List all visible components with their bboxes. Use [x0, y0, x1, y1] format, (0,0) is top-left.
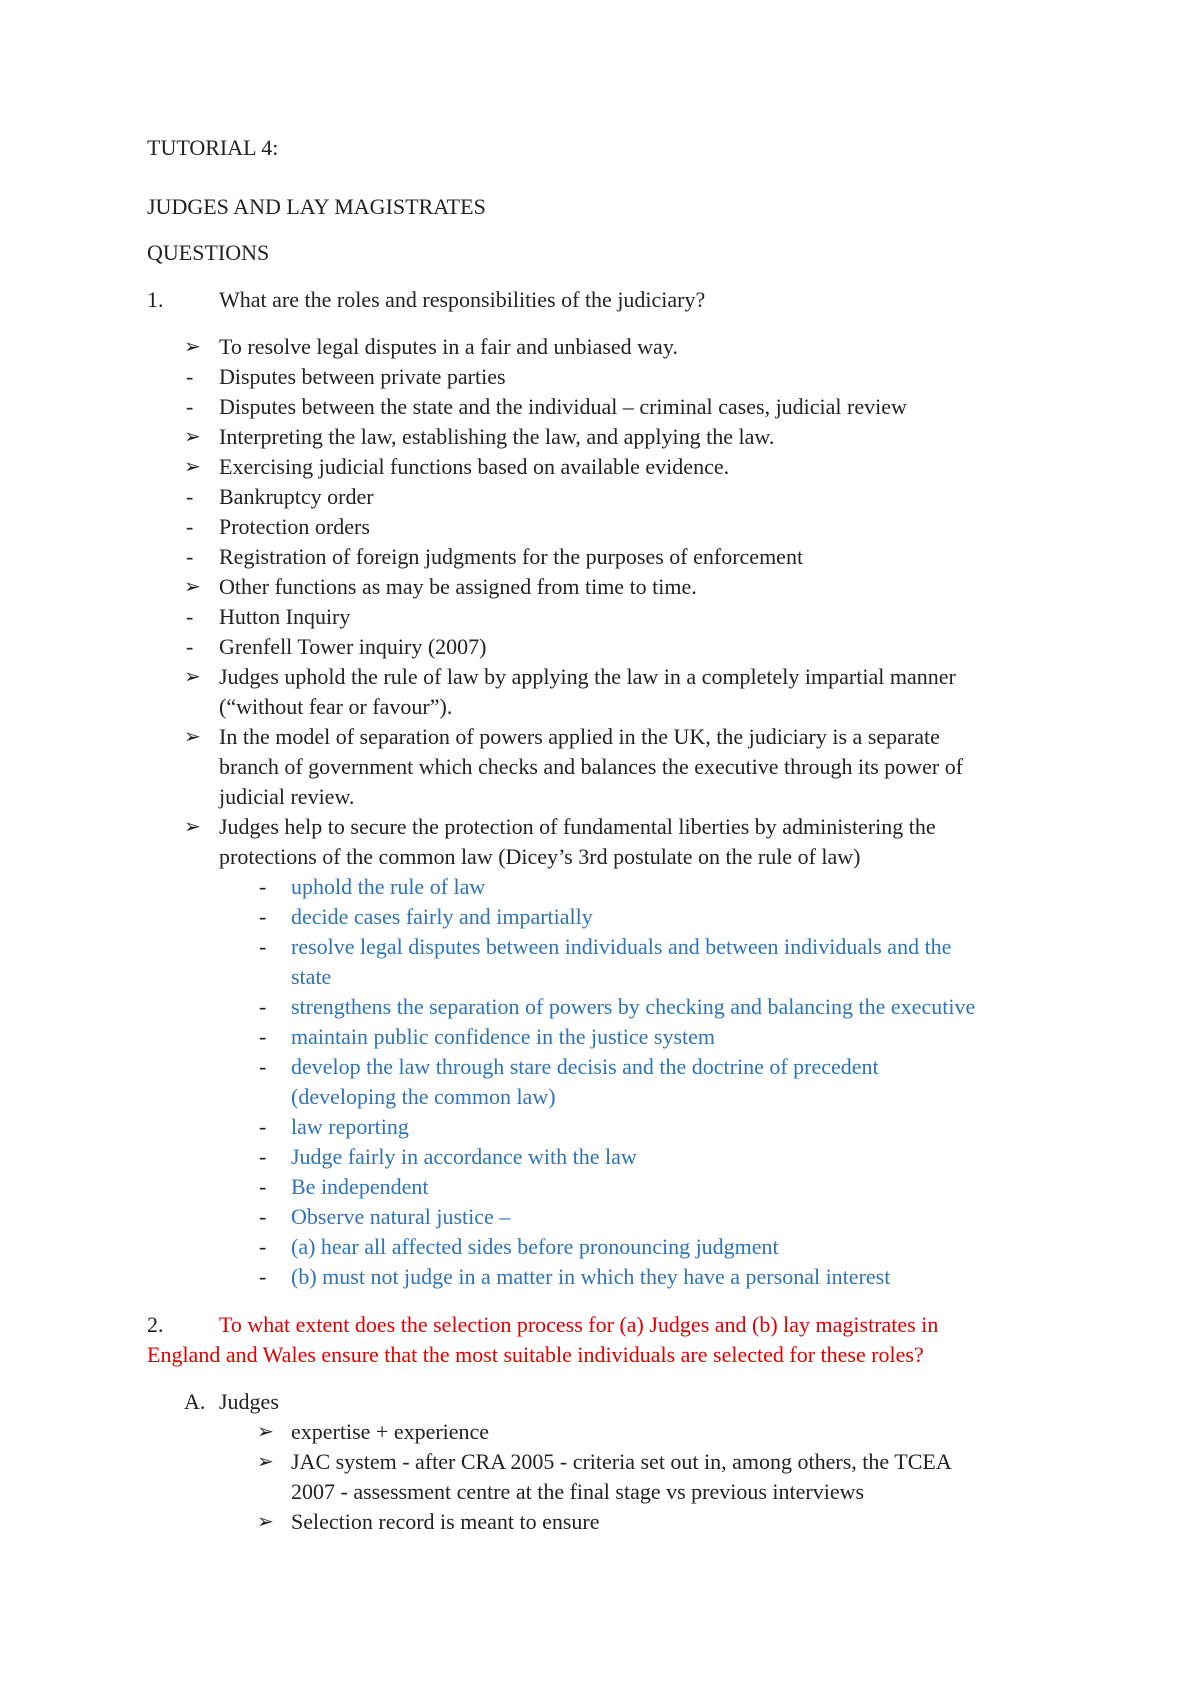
- list-item-continuation: protections of the common law (Dicey’s 3rd postulate on the rule of law): [219, 844, 861, 869]
- arrow-bullet-icon: ➢: [184, 816, 201, 838]
- question-2-text-continuation: England and Wales ensure that the most suitable individuals are selected for these roles?: [147, 1342, 924, 1367]
- arrow-bullet-icon: ➢: [184, 666, 201, 688]
- dash-bullet: -: [186, 364, 194, 389]
- list-item: Judges help to secure the protection of fundamental liberties by administering the: [219, 814, 936, 839]
- list-item: Hutton Inquiry: [219, 604, 351, 629]
- blue-list-item: maintain public confidence in the justice system: [291, 1024, 715, 1049]
- question-1-number: 1.: [147, 287, 164, 312]
- list-item: Judges uphold the rule of law by applying the law in a completely impartial manner: [219, 664, 956, 689]
- dash-bullet: -: [186, 484, 194, 509]
- blue-list-item: law reporting: [291, 1114, 409, 1139]
- section-a-title: Judges: [219, 1389, 279, 1414]
- list-item: expertise + experience: [291, 1419, 490, 1444]
- dash-bullet: -: [259, 934, 267, 959]
- list-item-continuation: 2007 - assessment centre at the final stage vs previous interviews: [291, 1479, 865, 1504]
- topic-title: JUDGES AND LAY MAGISTRATES: [147, 194, 486, 219]
- dash-bullet: -: [259, 874, 267, 899]
- arrow-bullet-icon: ➢: [257, 1451, 274, 1473]
- dash-bullet: -: [259, 1264, 267, 1289]
- dash-bullet: -: [186, 604, 194, 629]
- blue-list-item: resolve legal disputes between individuals and between individuals and the: [291, 934, 952, 959]
- list-item: Grenfell Tower inquiry (2007): [219, 634, 487, 659]
- arrow-bullet-icon: ➢: [184, 426, 201, 448]
- blue-list-item: Judge fairly in accordance with the law: [291, 1144, 637, 1169]
- arrow-bullet-icon: ➢: [184, 336, 201, 358]
- list-item: Disputes between private parties: [219, 364, 506, 389]
- arrow-bullet-icon: ➢: [184, 576, 201, 598]
- list-item: Bankruptcy order: [219, 484, 374, 509]
- blue-list-item: Observe natural justice –: [291, 1204, 511, 1229]
- list-item: Registration of foreign judgments for the purposes of enforcement: [219, 544, 804, 569]
- question-2-number: 2.: [147, 1312, 164, 1337]
- blue-list-item: Be independent: [291, 1174, 429, 1199]
- questions-heading: QUESTIONS: [147, 240, 270, 265]
- dash-bullet: -: [259, 1174, 267, 1199]
- dash-bullet: -: [186, 634, 194, 659]
- list-item-continuation: branch of government which checks and balances the executive through its power of: [219, 754, 964, 779]
- dash-bullet: -: [186, 514, 194, 539]
- dash-bullet: -: [259, 1024, 267, 1049]
- dash-bullet: -: [186, 544, 194, 569]
- blue-list-item: (a) hear all affected sides before pronouncing judgment: [291, 1234, 779, 1259]
- list-item: Exercising judicial functions based on available evidence.: [219, 454, 730, 479]
- dash-bullet: -: [259, 904, 267, 929]
- question-1-text: What are the roles and responsibilities of the judiciary?: [219, 287, 706, 312]
- tutorial-title: TUTORIAL 4:: [147, 135, 279, 160]
- dash-bullet: -: [259, 1144, 267, 1169]
- dash-bullet: -: [186, 394, 194, 419]
- dash-bullet: -: [259, 994, 267, 1019]
- blue-list-item: uphold the rule of law: [291, 874, 486, 899]
- list-item: Other functions as may be assigned from time to time.: [219, 574, 697, 599]
- list-item: Interpreting the law, establishing the law, and applying the law.: [219, 424, 775, 449]
- blue-list-item: develop the law through stare decisis and the doctrine of precedent: [291, 1054, 879, 1079]
- list-item: Protection orders: [219, 514, 370, 539]
- list-item: Selection record is meant to ensure: [291, 1509, 600, 1534]
- list-item: To resolve legal disputes in a fair and unbiased way.: [219, 334, 678, 359]
- list-item-continuation: (“without fear or favour”).: [219, 694, 453, 719]
- arrow-bullet-icon: ➢: [184, 726, 201, 748]
- arrow-bullet-icon: ➢: [257, 1421, 274, 1443]
- blue-list-item-continuation: state: [291, 964, 332, 989]
- list-item: Disputes between the state and the individual – criminal cases, judicial review: [219, 394, 907, 419]
- blue-list-item: strengthens the separation of powers by checking and balancing the executive: [291, 994, 976, 1019]
- dash-bullet: -: [259, 1114, 267, 1139]
- list-item-continuation: judicial review.: [219, 784, 355, 809]
- dash-bullet: -: [259, 1054, 267, 1079]
- blue-list-item: decide cases fairly and impartially: [291, 904, 593, 929]
- list-item: JAC system - after CRA 2005 - criteria set out in, among others, the TCEA: [291, 1449, 952, 1474]
- list-item: In the model of separation of powers applied in the UK, the judiciary is a separate: [219, 724, 940, 749]
- section-a-label: A.: [184, 1389, 206, 1414]
- blue-list-item-continuation: (developing the common law): [291, 1084, 556, 1109]
- dash-bullet: -: [259, 1234, 267, 1259]
- arrow-bullet-icon: ➢: [257, 1511, 274, 1533]
- blue-list-item: (b) must not judge in a matter in which they have a personal interest: [291, 1264, 891, 1289]
- dash-bullet: -: [259, 1204, 267, 1229]
- arrow-bullet-icon: ➢: [184, 456, 201, 478]
- question-2-text: To what extent does the selection process for (a) Judges and (b) lay magistrates in: [219, 1312, 939, 1337]
